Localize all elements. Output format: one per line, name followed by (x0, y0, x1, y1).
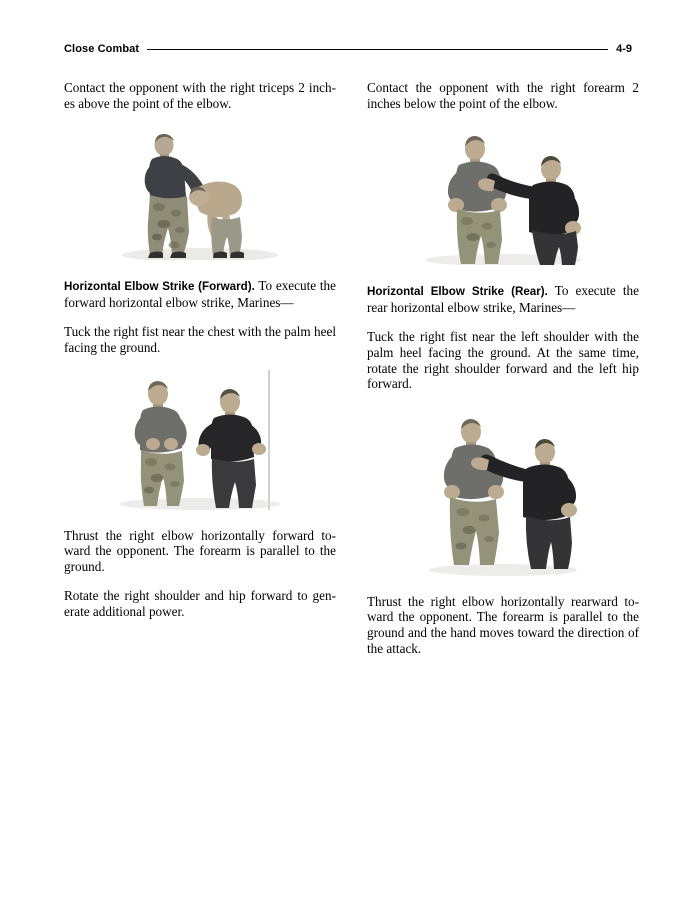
photo-forward-elbow-stance (90, 370, 310, 510)
photo-rear-elbow-contact (403, 125, 603, 265)
left-heading-paragraph (64, 278, 336, 310)
right-paragraph-2: Tuck the right fist near the left shoulder with the palm heel facing the ground. At the same time, rotate the right shoulder forward and the left hip forward. (367, 329, 639, 392)
left-paragraph-2: Tuck the right fist near the chest with the palm heel facing the ground. (64, 324, 336, 355)
page-header (64, 40, 632, 58)
right-heading-rest: To execute the rear horizontal elbow strike, Marines— (367, 283, 639, 315)
left-heading-run-in: Horizontal Elbow Strike (Forward). (64, 280, 255, 294)
photo-rear-elbow-stance (403, 406, 603, 576)
photo-forward-elbow-contact (100, 125, 300, 260)
left-heading-rest: To execute the forward horizontal elbow strike, Marines— (64, 278, 336, 310)
header-page-number: 4-9 (616, 43, 632, 55)
right-heading-paragraph (367, 283, 639, 315)
right-column (367, 80, 639, 670)
right-heading-run-in: Horizontal Elbow Strike (Rear). (367, 285, 548, 299)
left-paragraph-1: Contact the opponent with the right triceps 2 inch-es above the point of the elbow. (64, 80, 336, 111)
left-paragraph-4: Rotate the right shoulder and hip forward to gen-erate additional power. (64, 588, 336, 619)
left-paragraph-3: Thrust the right elbow horizontally forward to-ward the opponent. The forearm is parallel to the ground. (64, 527, 336, 574)
header-title: Close Combat (64, 43, 140, 55)
right-paragraph-3: Thrust the right elbow horizontally rearward to-ward the opponent. The forearm is parallel to the ground and the hand moves toward the direction of the attack. (367, 593, 639, 656)
right-paragraph-1: Contact the opponent with the right forearm 2 inches below the point of the elbow. (367, 80, 639, 111)
header-rule (147, 49, 608, 50)
left-column (64, 80, 336, 634)
